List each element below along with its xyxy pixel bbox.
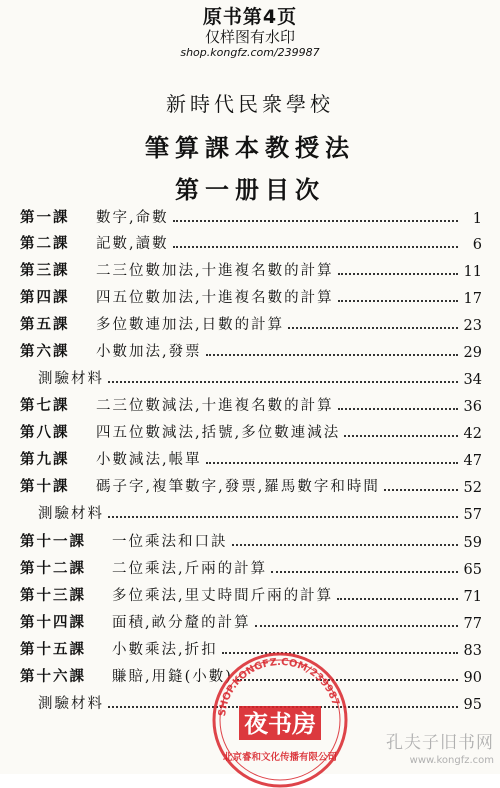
toc-lesson: 第三課 xyxy=(20,262,70,279)
toc-row xyxy=(20,393,482,415)
toc-title: 測驗材料 xyxy=(38,696,104,712)
toc-row xyxy=(20,285,482,307)
toc-lesson: 第十六課 xyxy=(20,668,86,685)
toc-leader-dots xyxy=(173,246,458,248)
toc-lesson: 第六課 xyxy=(20,343,70,360)
toc-title: 二三位數減法,十進複名數的計算 xyxy=(96,398,334,414)
toc-lesson: 第七課 xyxy=(20,397,70,414)
toc-row xyxy=(20,312,482,334)
toc-leader-dots xyxy=(255,625,458,627)
toc-leader-dots xyxy=(271,571,458,573)
toc-heading: 第一册目次 xyxy=(175,175,325,204)
toc-title: 數字,命數 xyxy=(96,210,169,226)
toc-leader-dots xyxy=(337,598,458,600)
toc-page-number: 57 xyxy=(463,507,482,523)
toc-lesson: 第十五課 xyxy=(20,641,86,658)
toc-row xyxy=(20,258,482,280)
shop-seal-stamp xyxy=(205,638,355,788)
toc-leader-dots xyxy=(108,516,458,518)
watermark-page-note: 原书第4页 xyxy=(202,6,298,28)
book-title: 筆算課本教授法 xyxy=(145,133,355,162)
toc-page-number: 11 xyxy=(463,264,482,280)
toc-title: 記數,讀數 xyxy=(96,236,169,252)
toc-title: 小數加法,發票 xyxy=(96,344,202,360)
school-name: 新時代民衆學校 xyxy=(166,92,334,116)
toc-title: 面積,畝分釐的計算 xyxy=(112,615,251,631)
toc-page-number: 34 xyxy=(463,372,482,388)
toc-lesson: 第二課 xyxy=(20,235,70,252)
toc-page-number: 95 xyxy=(463,697,482,713)
toc-page-number: 90 xyxy=(463,670,482,686)
toc-title: 小數乘法,折扣 xyxy=(112,642,218,658)
toc-lesson: 第十二課 xyxy=(20,560,86,577)
corner-watermark xyxy=(386,728,494,766)
toc-title: 四五位數加法,十進複名數的計算 xyxy=(96,290,334,306)
toc-page-number: 23 xyxy=(463,318,482,334)
toc-title: 碼子字,複筆數字,發票,羅馬數字和時間 xyxy=(96,479,380,495)
toc-row xyxy=(20,205,482,227)
toc-lesson: 第十課 xyxy=(20,478,70,495)
toc-page-number: 6 xyxy=(472,237,482,253)
toc-title: 四五位數減法,括號,多位數連減法 xyxy=(96,425,341,441)
toc-title: 二位乘法,斤兩的計算 xyxy=(112,561,268,577)
watermark-site-url: www.kongfz.com xyxy=(409,755,494,766)
toc-title: 賺賠,用鏠(小數) xyxy=(112,669,233,685)
toc-leader-dots xyxy=(173,220,458,222)
toc-row xyxy=(20,583,482,605)
toc-row-test xyxy=(20,501,482,523)
toc-page-number: 83 xyxy=(463,643,482,659)
toc-page-number: 52 xyxy=(463,480,482,496)
toc-row-test xyxy=(20,366,482,388)
toc-lesson: 第五課 xyxy=(20,316,70,333)
toc-page-number: 17 xyxy=(463,291,482,307)
toc-page-number: 42 xyxy=(463,426,482,442)
toc-title: 二三位數加法,十進複名數的計算 xyxy=(96,263,334,279)
toc-page-number: 1 xyxy=(472,211,482,227)
toc-row xyxy=(20,474,482,496)
toc-row xyxy=(20,231,482,253)
toc-lesson: 第一課 xyxy=(20,209,70,226)
toc-leader-dots xyxy=(344,435,458,437)
toc-page-number: 65 xyxy=(463,562,482,578)
toc-lesson: 第四課 xyxy=(20,289,70,306)
toc-lesson: 第十三課 xyxy=(20,587,86,604)
toc-lesson: 第九課 xyxy=(20,451,70,468)
watermark-site-name: 孔夫子旧书网 xyxy=(386,733,494,753)
seal-center-text: 夜书房 xyxy=(244,709,316,738)
seal-ring-text: SHOP.KONGFZ.COM/239987 xyxy=(217,656,341,717)
toc-lesson: 第十一課 xyxy=(20,533,86,550)
toc-leader-dots xyxy=(338,273,458,275)
toc-leader-dots xyxy=(108,381,458,383)
toc-row xyxy=(20,529,482,551)
toc-row xyxy=(20,447,482,469)
toc-leader-dots xyxy=(338,408,458,410)
toc-row xyxy=(20,420,482,442)
toc-lesson: 第八課 xyxy=(20,424,70,441)
toc-leader-dots xyxy=(232,544,459,546)
toc-page-number: 71 xyxy=(463,589,482,605)
toc-page-number: 77 xyxy=(463,616,482,632)
toc-title: 測驗材料 xyxy=(38,371,104,387)
toc-title: 多位乘法,里丈時間斤兩的計算 xyxy=(112,588,334,604)
toc-title: 測驗材料 xyxy=(38,506,104,522)
toc-leader-dots xyxy=(206,462,458,464)
toc-leader-dots xyxy=(288,327,458,329)
watermark-sample-note: 仅样图有水印 xyxy=(204,28,295,46)
toc-page-number: 36 xyxy=(463,399,482,415)
toc-leader-dots xyxy=(206,354,458,356)
toc-page-number: 47 xyxy=(463,453,482,469)
toc-row xyxy=(20,610,482,632)
toc-row xyxy=(20,339,482,361)
toc-lesson: 第十四課 xyxy=(20,614,86,631)
toc-leader-dots xyxy=(338,300,458,302)
toc-title: 多位數連加法,日數的計算 xyxy=(96,317,285,333)
toc-page-number: 59 xyxy=(463,535,482,551)
toc-leader-dots xyxy=(384,489,458,491)
watermark-shop-url: shop.kongfz.com/239987 xyxy=(180,46,320,59)
toc-page-number: 29 xyxy=(463,345,482,361)
toc-row xyxy=(20,556,482,578)
toc-title: 小數減法,帳單 xyxy=(96,452,202,468)
seal-bottom-text: 北京睿和文化传播有限公司 xyxy=(222,752,338,763)
toc-title: 一位乘法和口訣 xyxy=(112,534,228,550)
